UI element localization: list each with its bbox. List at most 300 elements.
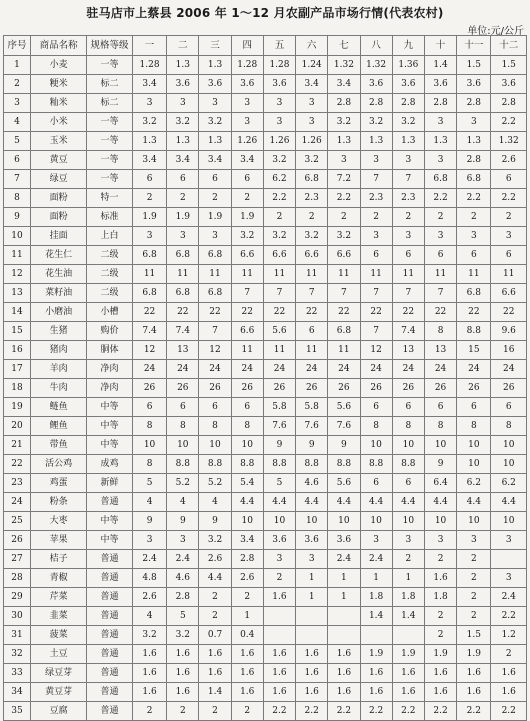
table-row	[4, 436, 527, 455]
price-cell: 5.4	[231, 474, 263, 493]
price-cell: 5.6	[328, 474, 360, 493]
price-cell: 8.8	[392, 455, 424, 474]
price-cell: 3	[167, 227, 199, 246]
price-cell: 26	[167, 379, 199, 398]
grade-cell: 购价	[87, 322, 133, 341]
row-index-cell: 6	[4, 151, 31, 170]
grade-cell: 标二	[87, 75, 133, 94]
price-cell: 2.8	[360, 94, 392, 113]
price-cell: 3.2	[132, 113, 166, 132]
price-cell: 1	[328, 569, 360, 588]
grade-cell: 普通	[87, 550, 133, 569]
price-cell: 6.8	[328, 322, 360, 341]
grade-cell: 一等	[87, 151, 133, 170]
price-cell: 1.6	[263, 683, 295, 702]
price-cell: 1.26	[263, 132, 295, 151]
price-cell: 4.4	[328, 493, 360, 512]
price-cell: 3.2	[231, 227, 263, 246]
price-cell: 2	[424, 626, 456, 645]
table-row	[4, 379, 527, 398]
price-cell: 5.6	[263, 322, 295, 341]
price-cell: 4	[199, 493, 231, 512]
row-index-cell: 26	[4, 531, 31, 550]
price-cell: 8	[132, 417, 166, 436]
table-row	[4, 702, 527, 721]
price-cell: 3	[263, 113, 295, 132]
grade-cell: 普通	[87, 607, 133, 626]
price-cell: 7.4	[167, 322, 199, 341]
price-cell: 10	[167, 436, 199, 455]
price-cell: 6.8	[132, 246, 166, 265]
price-cell: 22	[132, 303, 166, 322]
price-cell: 9	[132, 512, 166, 531]
row-index-cell: 19	[4, 398, 31, 417]
price-cell: 4.4	[392, 493, 424, 512]
price-cell: 4.4	[263, 493, 295, 512]
price-cell: 2.4	[132, 550, 166, 569]
price-cell: 2	[132, 702, 166, 721]
price-cell: 13	[392, 341, 424, 360]
product-name-cell: 菠菜	[31, 626, 87, 645]
price-cell: 3	[167, 531, 199, 550]
product-name-cell: 羊肉	[31, 360, 87, 379]
price-cell: 10	[491, 436, 527, 455]
price-cell: 2.2	[491, 113, 527, 132]
price-cell: 3	[167, 94, 199, 113]
grade-cell: 普通	[87, 645, 133, 664]
price-cell: 3.2	[199, 113, 231, 132]
price-cell: 3	[132, 94, 166, 113]
price-cell: 1.6	[132, 664, 166, 683]
price-cell: 4	[132, 493, 166, 512]
price-cell: 1.6	[263, 664, 295, 683]
price-cell: 1.3	[199, 56, 231, 75]
price-cell: 11	[231, 341, 263, 360]
price-cell: 2	[167, 702, 199, 721]
price-cell: 11	[167, 265, 199, 284]
price-cell: 1.6	[328, 683, 360, 702]
price-cell: 2	[263, 569, 295, 588]
table-row	[4, 645, 527, 664]
price-cell: 3	[392, 151, 424, 170]
price-cell: 3.2	[167, 113, 199, 132]
price-cell	[392, 626, 424, 645]
column-header: 十	[424, 36, 456, 56]
price-cell: 12	[199, 341, 231, 360]
price-cell: 1.8	[360, 588, 392, 607]
table-row	[4, 474, 527, 493]
price-cell: 2	[457, 550, 491, 569]
price-cell: 1.3	[392, 132, 424, 151]
price-cell: 10	[360, 436, 392, 455]
price-cell: 5.8	[263, 398, 295, 417]
price-cell: 3	[360, 531, 392, 550]
price-cell: 0.7	[199, 626, 231, 645]
grade-cell: 普通	[87, 569, 133, 588]
price-cell: 1.6	[424, 569, 456, 588]
price-cell: 11	[132, 265, 166, 284]
price-cell: 3.2	[392, 113, 424, 132]
grade-cell: 中等	[87, 512, 133, 531]
row-index-cell: 21	[4, 436, 31, 455]
table-row	[4, 56, 527, 75]
price-cell: 16	[491, 341, 527, 360]
price-cell: 11	[296, 341, 328, 360]
price-cell: 10	[263, 512, 295, 531]
row-index-cell: 34	[4, 683, 31, 702]
row-index-cell: 29	[4, 588, 31, 607]
product-name-cell: 豆腐	[31, 702, 87, 721]
price-cell: 5	[132, 474, 166, 493]
price-cell: 26	[231, 379, 263, 398]
price-cell: 22	[231, 303, 263, 322]
price-cell: 2.2	[392, 702, 424, 721]
price-cell: 1.32	[360, 56, 392, 75]
price-cell: 1.6	[263, 588, 295, 607]
product-name-cell: 韭菜	[31, 607, 87, 626]
grade-cell: 净肉	[87, 379, 133, 398]
price-cell: 3	[360, 151, 392, 170]
price-cell: 3.2	[132, 626, 166, 645]
product-name-cell: 土豆	[31, 645, 87, 664]
price-cell	[360, 626, 392, 645]
price-cell: 26	[360, 379, 392, 398]
price-cell: 4.6	[167, 569, 199, 588]
row-index-cell: 8	[4, 189, 31, 208]
unit-label: 单位:元/公斤	[467, 26, 524, 37]
price-cell: 3	[296, 113, 328, 132]
price-cell: 9	[296, 436, 328, 455]
row-index-cell: 25	[4, 512, 31, 531]
column-header: 商品名称	[31, 36, 87, 56]
price-cell: 6.6	[231, 246, 263, 265]
price-cell: 8	[231, 417, 263, 436]
price-cell: 7	[263, 284, 295, 303]
price-cell: 22	[328, 303, 360, 322]
table-row	[4, 360, 527, 379]
header-row	[4, 36, 527, 56]
price-cell: 11	[263, 341, 295, 360]
price-cell: 8	[392, 417, 424, 436]
price-cell: 2	[328, 208, 360, 227]
table-body	[4, 56, 527, 721]
product-name-cell: 牛肉	[31, 379, 87, 398]
price-cell: 3.2	[296, 151, 328, 170]
price-cell: 2	[457, 607, 491, 626]
price-cell: 10	[392, 512, 424, 531]
price-cell: 7	[424, 284, 456, 303]
price-cell: 8	[424, 417, 456, 436]
price-cell: 7.6	[263, 417, 295, 436]
price-cell: 2.6	[491, 151, 527, 170]
document-title: 驻马店市上蔡县 2006 年 1～12 月农副产品市场行情(代表农村)	[86, 6, 444, 20]
price-cell: 26	[296, 379, 328, 398]
column-header: 八	[360, 36, 392, 56]
table-row	[4, 664, 527, 683]
row-index-cell: 20	[4, 417, 31, 436]
price-cell: 22	[360, 303, 392, 322]
price-cell: 1.6	[392, 683, 424, 702]
product-name-cell: 黄豆芽	[31, 683, 87, 702]
product-name-cell: 小麦	[31, 56, 87, 75]
price-cell: 6	[424, 246, 456, 265]
row-index-cell: 12	[4, 265, 31, 284]
price-cell: 1.26	[296, 132, 328, 151]
price-cell: 6.8	[457, 170, 491, 189]
product-name-cell: 鲤鱼	[31, 417, 87, 436]
price-cell	[296, 607, 328, 626]
price-cell: 2.8	[392, 94, 424, 113]
price-cell: 1.4	[392, 607, 424, 626]
price-cell: 1.6	[167, 664, 199, 683]
price-cell: 6.2	[457, 474, 491, 493]
price-cell: 2	[231, 702, 263, 721]
price-cell: 11	[328, 341, 360, 360]
table-row	[4, 417, 527, 436]
price-cell: 6.8	[199, 246, 231, 265]
price-cell	[263, 626, 295, 645]
price-cell: 26	[491, 379, 527, 398]
product-name-cell: 青椒	[31, 569, 87, 588]
price-cell: 10	[457, 436, 491, 455]
price-cell: 10	[392, 436, 424, 455]
price-cell: 2.2	[457, 702, 491, 721]
row-index-cell: 31	[4, 626, 31, 645]
price-cell: 11	[231, 265, 263, 284]
price-cell: 1.6	[296, 645, 328, 664]
price-cell: 9	[167, 512, 199, 531]
price-cell: 1.6	[167, 645, 199, 664]
price-cell: 10	[199, 436, 231, 455]
product-name-cell: 大枣	[31, 512, 87, 531]
price-cell: 6.8	[167, 246, 199, 265]
table-row	[4, 588, 527, 607]
price-cell: 3.6	[424, 75, 456, 94]
price-cell: 1.3	[424, 132, 456, 151]
price-cell: 1.4	[360, 607, 392, 626]
price-cell: 6	[392, 474, 424, 493]
price-cell: 1.6	[360, 683, 392, 702]
price-cell: 6	[167, 398, 199, 417]
price-cell: 22	[296, 303, 328, 322]
table-row	[4, 113, 527, 132]
price-cell: 12	[360, 341, 392, 360]
price-cell: 1	[231, 607, 263, 626]
price-cell: 3.6	[328, 531, 360, 550]
price-cell: 1.3	[167, 132, 199, 151]
price-cell: 8	[360, 417, 392, 436]
table-row	[4, 284, 527, 303]
grade-cell: 特一	[87, 189, 133, 208]
price-cell: 3	[231, 94, 263, 113]
price-cell: 3.2	[360, 113, 392, 132]
column-header: 三	[199, 36, 231, 56]
price-cell: 2.2	[296, 702, 328, 721]
price-cell: 1.6	[231, 683, 263, 702]
product-name-cell: 挂面	[31, 227, 87, 246]
price-cell: 2	[199, 702, 231, 721]
price-cell: 4.4	[491, 493, 527, 512]
price-cell: 1.3	[132, 132, 166, 151]
price-cell: 8.8	[457, 322, 491, 341]
price-cell: 11	[296, 265, 328, 284]
price-cell: 0.4	[231, 626, 263, 645]
price-cell: 8	[424, 322, 456, 341]
price-cell: 3	[296, 94, 328, 113]
product-name-cell: 桔子	[31, 550, 87, 569]
table-row	[4, 265, 527, 284]
price-cell: 6	[199, 398, 231, 417]
price-cell: 1.6	[457, 683, 491, 702]
price-cell: 8.8	[328, 455, 360, 474]
price-cell: 4.4	[457, 493, 491, 512]
table-row	[4, 626, 527, 645]
price-cell: 1.6	[263, 645, 295, 664]
product-name-cell: 黄豆	[31, 151, 87, 170]
price-cell: 3.6	[360, 75, 392, 94]
price-cell: 4.4	[424, 493, 456, 512]
product-name-cell: 带鱼	[31, 436, 87, 455]
product-name-cell: 面粉	[31, 189, 87, 208]
table-row	[4, 322, 527, 341]
price-cell: 9.6	[491, 322, 527, 341]
price-cell: 3	[199, 227, 231, 246]
table-row	[4, 341, 527, 360]
grade-cell: 普通	[87, 683, 133, 702]
price-cell: 1.8	[424, 588, 456, 607]
table-header	[4, 36, 527, 56]
column-header: 六	[296, 36, 328, 56]
price-cell: 7	[231, 284, 263, 303]
price-cell: 8.8	[296, 455, 328, 474]
price-cell: 3	[231, 113, 263, 132]
product-name-cell: 鸡蛋	[31, 474, 87, 493]
price-cell: 6.6	[231, 322, 263, 341]
price-cell: 3	[457, 227, 491, 246]
grade-cell: 中等	[87, 417, 133, 436]
row-index-cell: 35	[4, 702, 31, 721]
price-cell: 2.8	[457, 151, 491, 170]
grade-cell: 成鸡	[87, 455, 133, 474]
product-name-cell: 小磨油	[31, 303, 87, 322]
price-cell: 10	[491, 455, 527, 474]
price-cell: 1.9	[424, 645, 456, 664]
price-cell: 2.2	[328, 702, 360, 721]
grade-cell: 普通	[87, 664, 133, 683]
price-cell: 1.26	[231, 132, 263, 151]
price-cell	[328, 626, 360, 645]
price-cell: 1.24	[296, 56, 328, 75]
price-cell: 2.3	[360, 189, 392, 208]
column-header: 序号	[4, 36, 31, 56]
grade-cell: 中等	[87, 531, 133, 550]
price-cell: 7	[360, 284, 392, 303]
price-cell: 6	[132, 398, 166, 417]
price-cell: 3	[199, 94, 231, 113]
price-cell: 2	[231, 189, 263, 208]
row-index-cell: 32	[4, 645, 31, 664]
price-cell: 1	[360, 569, 392, 588]
price-cell: 3.2	[296, 227, 328, 246]
price-cell: 1	[328, 588, 360, 607]
price-cell: 9	[263, 436, 295, 455]
price-cell: 6	[360, 246, 392, 265]
price-cell: 1.6	[199, 664, 231, 683]
price-cell: 1.6	[296, 683, 328, 702]
price-cell: 13	[167, 341, 199, 360]
price-cell: 2.4	[491, 588, 527, 607]
price-cell: 1.3	[167, 56, 199, 75]
price-cell: 1.6	[132, 683, 166, 702]
grade-cell: 上白	[87, 227, 133, 246]
product-name-cell: 籼米	[31, 94, 87, 113]
price-cell: 22	[263, 303, 295, 322]
price-cell: 2	[457, 569, 491, 588]
product-name-cell: 粳米	[31, 75, 87, 94]
price-cell: 1.3	[328, 132, 360, 151]
price-cell: 6.8	[132, 284, 166, 303]
column-header: 规格等级	[87, 36, 133, 56]
price-cell: 9	[424, 455, 456, 474]
price-cell: 1.32	[491, 132, 527, 151]
price-cell: 2	[424, 208, 456, 227]
price-cell: 3.6	[231, 75, 263, 94]
price-cell: 2	[231, 588, 263, 607]
price-cell: 6.2	[491, 474, 527, 493]
price-cell: 2.2	[491, 189, 527, 208]
price-cell: 3	[424, 531, 456, 550]
price-cell: 6	[457, 246, 491, 265]
price-cell: 10	[424, 436, 456, 455]
price-cell: 11	[424, 265, 456, 284]
price-cell: 1.9	[199, 208, 231, 227]
price-cell: 22	[491, 303, 527, 322]
price-cell: 8.8	[167, 455, 199, 474]
price-cell: 10	[328, 512, 360, 531]
price-cell: 1.3	[457, 132, 491, 151]
product-name-cell: 面粉	[31, 208, 87, 227]
price-cell: 4.4	[199, 569, 231, 588]
price-cell: 26	[328, 379, 360, 398]
price-cell: 10	[296, 512, 328, 531]
table-row	[4, 531, 527, 550]
price-cell: 6	[392, 246, 424, 265]
price-cell: 3	[296, 550, 328, 569]
price-cell: 11	[199, 265, 231, 284]
price-cell: 6.2	[263, 170, 295, 189]
price-cell: 10	[424, 512, 456, 531]
price-cell: 2.6	[132, 588, 166, 607]
price-cell: 2	[392, 550, 424, 569]
price-cell: 8	[491, 417, 527, 436]
product-name-cell: 猪肉	[31, 341, 87, 360]
price-cell: 2.2	[360, 702, 392, 721]
price-cell: 1.5	[457, 626, 491, 645]
price-cell: 3	[491, 569, 527, 588]
price-cell: 1.6	[199, 645, 231, 664]
price-cell: 1.5	[491, 56, 527, 75]
price-cell: 2	[424, 607, 456, 626]
price-cell: 26	[457, 379, 491, 398]
table-row	[4, 75, 527, 94]
row-index-cell: 1	[4, 56, 31, 75]
price-cell: 6	[360, 474, 392, 493]
price-cell: 11	[360, 265, 392, 284]
price-cell	[491, 550, 527, 569]
price-cell: 24	[457, 360, 491, 379]
column-header: 二	[167, 36, 199, 56]
price-cell: 7.2	[328, 170, 360, 189]
